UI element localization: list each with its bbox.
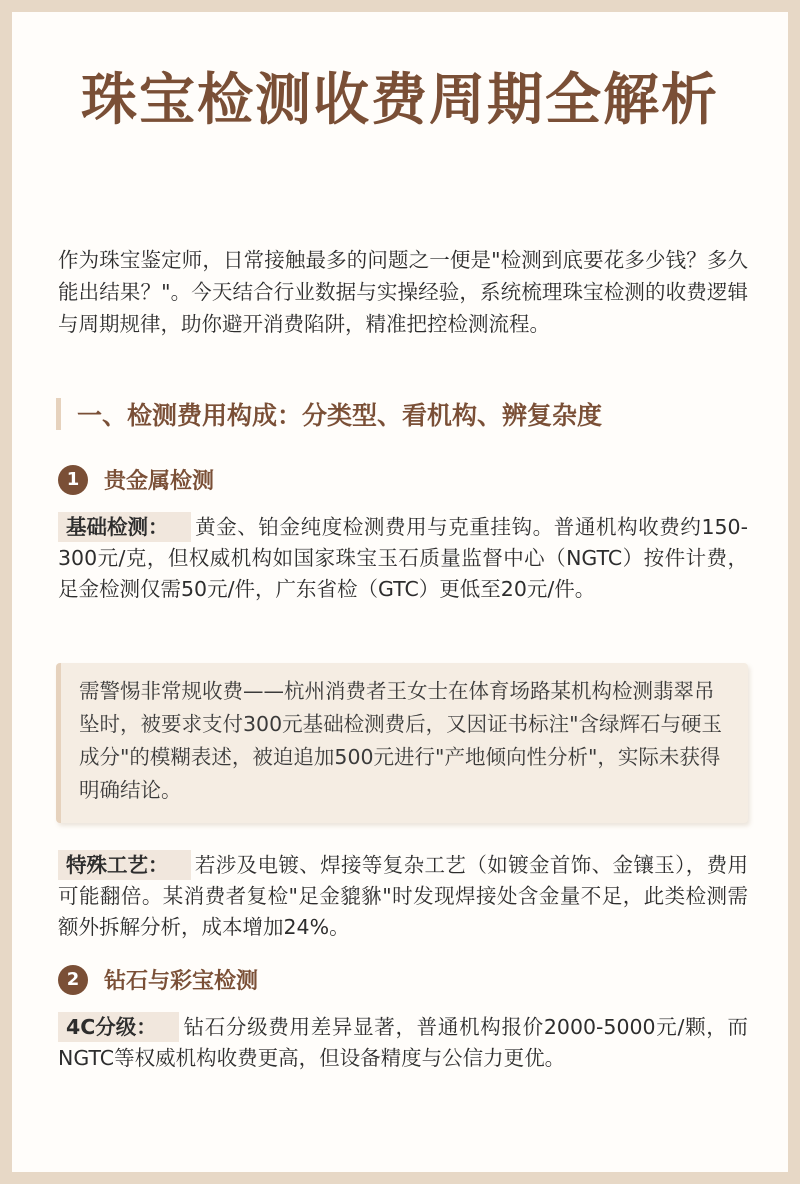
basic-test-paragraph [58, 512, 748, 605]
special-craft-text: 若涉及电镀、焊接等复杂工艺（如镀金首饰、金镶玉），费用可能翻倍。某消费者复检"足金貔貅"时发现焊接处含金量不足，此类检测需额外拆解分析，成本增加24%。 [58, 853, 748, 939]
heading-accent-bar [56, 398, 61, 430]
grading-text: 钻石分级费用差异显著，普通机构报价2000-5000元/颗，而NGTC等权威机构收费更高，但设备精度与公信力更优。 [58, 1015, 748, 1070]
intro-paragraph: 作为珠宝鉴定师，日常接触最多的问题之一便是"检测到底要花多少钱？多久能出结果？"。今天结合行业数据与实操经验，系统梳理珠宝检测的收费逻辑与周期规律，助你避开消费陷阱，精准把控检测流程。 [58, 248, 748, 336]
subsection-diamond [58, 964, 258, 995]
grading-label: 4C分级： [58, 1012, 179, 1042]
special-craft-label: 特殊工艺： [58, 850, 191, 880]
warning-quote: 需警惕非常规收费——杭州消费者王女士在体育场路某机构检测翡翠吊坠时，被要求支付300元基础检测费后，又因证书标注"含绿辉石与硬玉成分"的模糊表述，被迫追加500元进行"产地倾向性分析"，实际未获得明确结论。 [56, 663, 748, 823]
special-craft-paragraph [58, 850, 748, 943]
number-badge-2: 2 [58, 965, 88, 995]
basic-test-label: 基础检测： [58, 512, 191, 542]
section-heading-text: 一、检测费用构成：分类型、看机构、辨复杂度 [77, 401, 603, 430]
subsection-title: 钻石与彩宝检测 [104, 969, 259, 994]
basic-test-text: 黄金、铂金纯度检测费用与克重挂钩。普通机构收费约150-300元/克，但权威机构如国家珠宝玉石质量监督中心（NGTC）按件计费，足金检测仅需50元/件，广东省检（GTC）更低至20元/件。 [58, 515, 748, 601]
number-badge-1: 1 [58, 465, 88, 495]
subsection-title: 贵金属检测 [104, 469, 215, 494]
section-heading [56, 396, 602, 432]
page-title: 珠宝检测收费周期全解析 [81, 68, 719, 133]
grading-paragraph [58, 1012, 748, 1074]
subsection-precious-metal [58, 464, 214, 495]
article-card [12, 12, 788, 1172]
